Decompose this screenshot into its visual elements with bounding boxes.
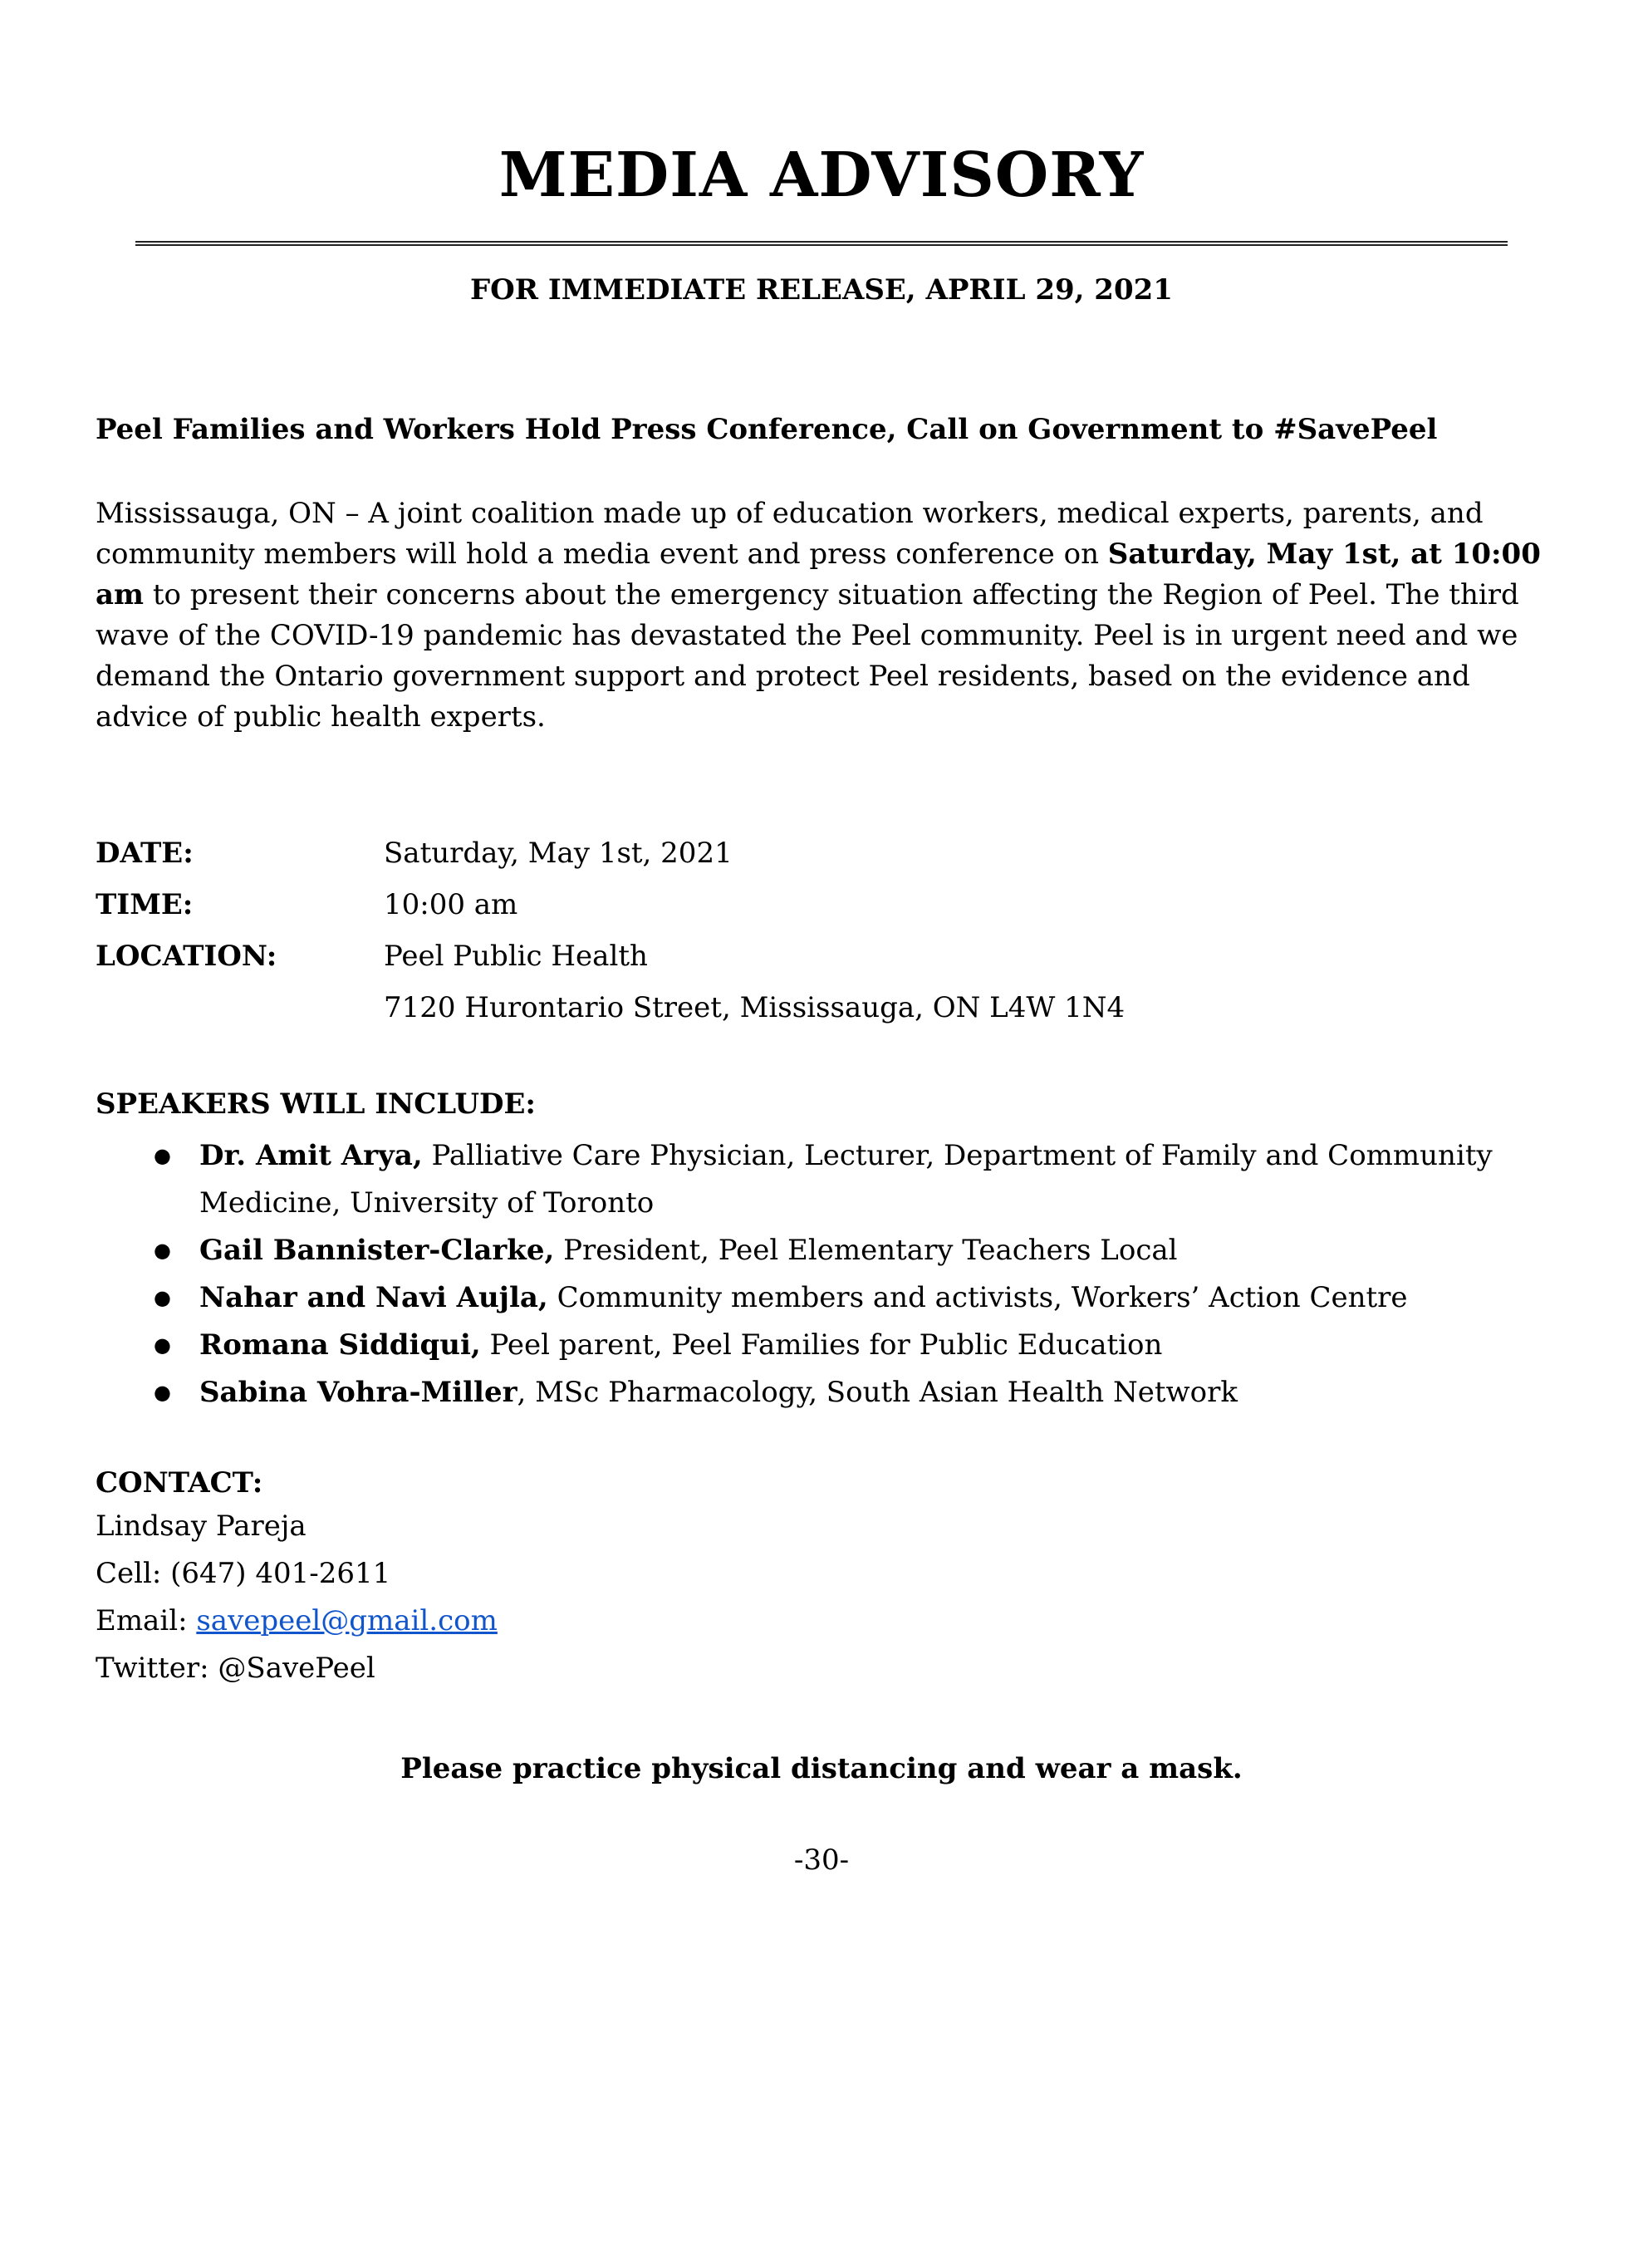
- detail-value-time: 10:00 am: [384, 888, 518, 921]
- speakers-heading: SPEAKERS WILL INCLUDE:: [96, 1087, 536, 1121]
- headline: Peel Families and Workers Hold Press Conference, Call on Government to #SavePeel: [96, 413, 1438, 446]
- bullet-icon: ●: [154, 1333, 171, 1357]
- speaker-role: President, Peel Elementary Teachers Local: [554, 1234, 1178, 1267]
- contact-email-label: Email:: [96, 1604, 197, 1637]
- contact-email-line: [96, 1598, 1547, 1645]
- page-title: MEDIA ADVISORY: [498, 140, 1145, 211]
- intro-text-tail: to present their concerns about the emergency situation affecting the Region of Peel. The third wave of the COVID-19 pandemic has devastated the Peel community. Peel is in urgent need and we demand the Ontario government support and protect Peel residents, based on the evidence and advice of public health experts.: [96, 578, 1519, 734]
- speaker-role: Palliative Care Physician, Lecturer, Department of Family and Community Medicine, University of Toronto: [199, 1139, 1493, 1220]
- detail-value-location: Peel Public Health: [384, 940, 648, 973]
- bullet-icon: ●: [154, 1239, 171, 1262]
- email-link[interactable]: savepeel@gmail.com: [196, 1604, 498, 1637]
- speaker-text: [199, 1322, 1547, 1369]
- speaker-item: [96, 1369, 1547, 1416]
- detail-label-time: TIME:: [96, 888, 194, 921]
- bullet-icon: ●: [154, 1144, 171, 1167]
- speaker-name: Gail Bannister-Clarke,: [199, 1234, 555, 1267]
- detail-value-date: Saturday, May 1st, 2021: [384, 837, 733, 870]
- speaker-name: Nahar and Navi Aujla,: [199, 1281, 548, 1314]
- contact-name: Lindsay Pareja: [96, 1510, 307, 1543]
- event-details: [96, 833, 1547, 1028]
- contact-cell: Cell: (647) 401-2611: [96, 1557, 391, 1590]
- speaker-role: Community members and activists, Workers’ Action Centre: [547, 1281, 1408, 1314]
- release-line: FOR IMMEDIATE RELEASE, APRIL 29, 2021: [470, 273, 1173, 307]
- intro-paragraph: [96, 493, 1547, 738]
- media-advisory-document: [0, 141, 1643, 2268]
- speaker-text: [199, 1274, 1547, 1322]
- speaker-text: [199, 1369, 1547, 1416]
- detail-label-location: LOCATION:: [96, 940, 277, 973]
- speaker-name: Romana Siddiqui,: [199, 1328, 481, 1362]
- speaker-text: [199, 1132, 1547, 1227]
- distancing-note: Please practice physical distancing and wear a mask.: [400, 1752, 1243, 1785]
- speaker-item: [96, 1274, 1547, 1322]
- detail-row-time: [96, 885, 1547, 925]
- speaker-item: [96, 1322, 1547, 1369]
- speaker-item: [96, 1132, 1547, 1227]
- intro-text-bold: Saturday, May 1st, at 10:00 am: [96, 538, 1541, 611]
- detail-row-location: [96, 936, 1547, 976]
- detail-row-address: [96, 988, 1547, 1028]
- speaker-role: , MSc Pharmacology, South Asian Health Network: [517, 1376, 1238, 1409]
- contact-twitter: Twitter: @SavePeel: [96, 1652, 375, 1685]
- speaker-role: Peel parent, Peel Families for Public Education: [480, 1328, 1163, 1362]
- speaker-text: [199, 1227, 1547, 1274]
- end-mark: -30-: [793, 1843, 850, 1877]
- horizontal-rule: [135, 241, 1508, 246]
- speaker-name: Dr. Amit Arya,: [199, 1139, 423, 1172]
- bullet-icon: ●: [154, 1286, 171, 1309]
- intro-text-lead: Mississauga, ON – A joint coalition made up of education workers, medical experts, parents, and community members will hold a media event and press conference on: [96, 497, 1484, 571]
- detail-row-date: [96, 833, 1547, 873]
- bullet-icon: ●: [154, 1381, 171, 1404]
- detail-label-address: [96, 988, 384, 1028]
- contact-heading: CONTACT:: [96, 1466, 263, 1500]
- detail-value-address: 7120 Hurontario Street, Mississauga, ON L4W 1N4: [384, 991, 1126, 1024]
- speaker-item: [96, 1227, 1547, 1274]
- detail-label-date: DATE:: [96, 837, 194, 870]
- speakers-list: [96, 1132, 1547, 1416]
- speaker-name: Sabina Vohra-Miller: [199, 1376, 517, 1409]
